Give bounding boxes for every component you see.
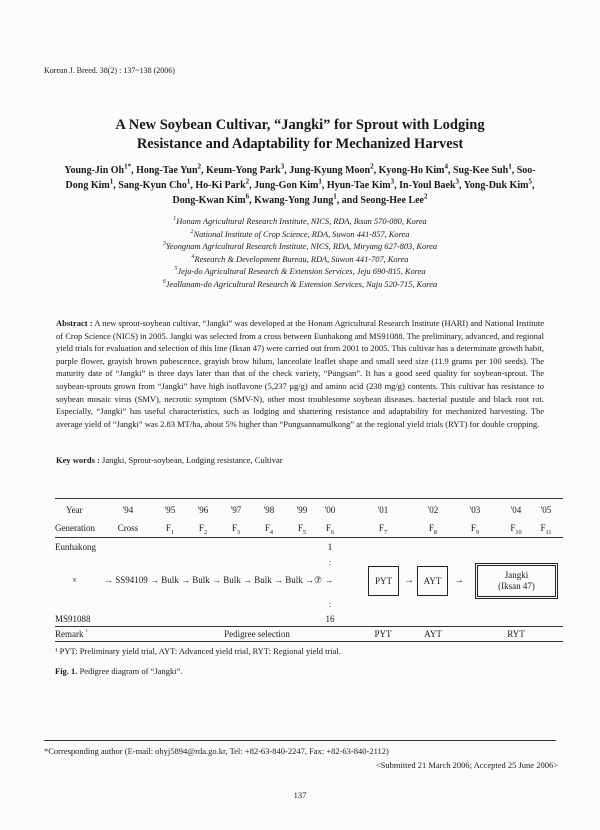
author-name: Yong-Duk Kim$^5$: [463, 177, 532, 191]
submission-dates: <Submitted 21 March 2006; Accepted 25 June 2006>: [375, 760, 558, 770]
table-bottom-rule: [55, 641, 563, 642]
author-name: Hong-Tae Yun$^2$: [136, 162, 202, 176]
dots-top: :: [328, 558, 332, 567]
caption-label: Fig. 1.: [55, 666, 78, 676]
count-top: 1: [327, 542, 333, 552]
final-cultivar-box: [475, 563, 558, 599]
generation-cell: $F_8$: [428, 523, 438, 536]
keywords: [56, 455, 283, 465]
author-name: Kyong-Ho Kim$^4$: [378, 162, 448, 176]
remark-label: Remark $^{^1}$: [55, 628, 88, 639]
generation-cell: $F_2$: [198, 523, 208, 536]
author-name: Sang-Kyun Cho$^1$: [118, 177, 191, 191]
author-name: Kwang-Yong Jung$^1$: [254, 192, 337, 206]
keywords-label: Key words :: [56, 455, 100, 465]
footnote-rule: [44, 740, 556, 741]
abstract-text: A new sprout-soybean cultivar, “Jangki” was developed at the Honam Agricultural Research Institute (HARI) and National Institute of Crop Science (NICS) in 2005. Jangki was selected from a cross between Eunhakong and MS91088. The preliminary, advanced, and regional yield trials for evaluation and selection of this line (Iksan 47) were carried out from 2001 to 2005. This cultivar has a determinate growth habit, purple flower, grayish brown pubescence, grayish brow hilum, lanceolate leaflet shape and small seed size (11.9 grams per 100 seeds). The maturity date of “Jangki” is three days later than that of the check variety, “Pungsan”. It has a good seed quality for soybean-sprout. The soybean-sprouts grown from “Jangki” have high isoflavone (5,237 μg/g) and amino acid (238 mg/g) contents. This cultivar has resistance to soybean mosaic virus (SMV), necrotic symptom (SMV-N), other most troublesome soybean diseases. bacterial pustule and black root rot. Especially, “Jangki” has useful characteristics, such as lodging and shattering resistance and adaptability for mechanized harvesting. The average yield of “Jangki” was 2.83 MT/ha, about 5% higher than “Pungsannamulkong” at the regional yield trials (RYT) for double cropping.: [56, 318, 545, 429]
pyt-box: [368, 566, 399, 596]
remark-pedigree: Pedigree selection: [224, 629, 290, 639]
generation-cell: $F_7$: [378, 523, 388, 536]
remark-mark: ¹: [85, 628, 88, 635]
generation-cell: $F_6$: [325, 523, 335, 536]
table-top-rule: [55, 498, 563, 499]
arrow-pyt-ayt: →: [404, 575, 414, 586]
year-cell: '95: [164, 505, 176, 515]
chain-text: → SS94109 → Bulk → Bulk → Bulk → Bulk → Bulk →⑦ →: [104, 575, 334, 585]
count-bottom: 16: [325, 614, 335, 624]
paper-title: [40, 116, 560, 154]
keywords-text: Jangki, Sprout-soybean, Lodging resistance, Cultivar: [102, 455, 283, 465]
cross-symbol: ×: [72, 575, 78, 585]
generation-cell: $F_4$: [264, 523, 274, 536]
generation-cell: $F_1$: [165, 523, 175, 536]
author-name: Dong-Kwan Kim$^6$: [172, 192, 250, 206]
figure-footnote: ¹ PYT: Preliminary yield trial, AYT: Advanced yield trial, RYT: Regional yield trial.: [55, 646, 341, 656]
corresponding-author: *Corresponding author (E-mail: ohyj5894@rda.go.kr, Tel: +82-63-840-2247, Fax: +82-63-840-2112): [44, 746, 389, 756]
affiliation: $^1$Honam Agricultural Research Institute, NICS, RDA, Iksan 570-080, Korea: [173, 216, 427, 226]
pyt-box-label: PYT: [374, 576, 392, 586]
author-name: Ho-Ki Park$^2$: [195, 177, 250, 191]
ayt-box: [417, 566, 448, 596]
parent-1: Eunhakong: [55, 542, 96, 552]
ayt-box-label: AYT: [423, 576, 442, 586]
year-cell: '02: [427, 505, 439, 515]
journal-citation: Korean J. Breed. 38(2) : 137~138 (2006): [44, 66, 175, 75]
author-name: Young-Jin $Oh^{1*}$: [64, 162, 132, 176]
final-cultivar-name: Jangki: [504, 570, 529, 580]
abstract-label: Abstract :: [56, 318, 93, 328]
author-name: In-Youl Baek$^3$: [399, 177, 460, 191]
final-cultivar-line: (Iksan 47): [498, 581, 535, 591]
year-label: Year: [66, 505, 83, 515]
year-cell: '00: [324, 505, 336, 515]
title-line-1: A New Soybean Cultivar, “Jangki” for Sprout with Lodging: [115, 117, 485, 133]
remark-ayt: AYT: [424, 629, 442, 639]
affiliation: $^3$Yeongnam Agricultural Research Institute, NICS, RDA, Miryang 627-803, Korea: [162, 241, 438, 252]
parent-2: MS91088: [55, 614, 91, 624]
author-list: Young-Jin $Oh^{1*}$, Hong-Tae Yun$^2$, Keum-Yong Park$^3$, Jung-Kyung Moon$^2$, Kyong-Ho Kim$^4$, Sug-Kee Suh$^1$, Soo-Dong Kim$^1$, Sang-Kyun Cho$^1$, Ho-Ki Park$^2$, Jung-Gon Kim$^1$, Hyun-Tae Kim$^3$, In-Youl Baek$^3$, Yong-Duk Kim$^5$, Dong-Kwan Kim$^6$, Kwang-Yong Jung$^1$, and Seong-Hee Lee$^2$: [64, 162, 536, 206]
author-name: Hyun-Tae Kim$^3$: [326, 177, 395, 191]
remark-ryt: RYT: [507, 629, 525, 639]
year-cell: '96: [197, 505, 209, 515]
year-cell: '98: [263, 505, 275, 515]
year-cell: '05: [540, 505, 552, 515]
page-number: 137: [293, 790, 307, 800]
year-cell: '99: [296, 505, 308, 515]
author-name: Jung-Kyung Moon$^2$: [289, 162, 374, 176]
title-line-2: Resistance and Adaptability for Mechanized Harvest: [136, 136, 464, 152]
remark-top-rule: [55, 626, 563, 627]
author-name: Soo-Dong Kim$^1$: [65, 165, 536, 191]
generation-cell: $F_9$: [470, 523, 480, 536]
generation-label: Generation: [55, 523, 95, 533]
year-cell: '03: [469, 505, 481, 515]
selection-chain: [104, 575, 333, 586]
year-cell: '01: [377, 505, 389, 515]
affiliation: $^4$Research & Development Bureau, RDA, Suwon 441-707, Korea: [191, 253, 409, 264]
year-cell: '94: [122, 505, 134, 515]
year-cell: '97: [230, 505, 242, 515]
abstract: [56, 317, 544, 430]
author-name: Jung-Gon Kim$^1$: [254, 177, 322, 191]
arrow-ayt-final: →: [454, 575, 464, 586]
header-bottom-rule: [55, 537, 563, 538]
caption-text: Pedigree diagram of “Jangki”.: [79, 666, 183, 676]
figure-caption: [55, 666, 182, 676]
remark-pyt: PYT: [374, 629, 392, 639]
author-name: Keum-Yong Park$^3$: [206, 162, 285, 176]
author-name: Sug-Kee Suh$^1$: [452, 162, 512, 176]
author-name: Seong-Hee Lee$^2$: [360, 192, 428, 206]
year-cell: '04: [510, 505, 522, 515]
generation-cell: $F_{11}$: [540, 523, 552, 536]
generation-cell: Cross: [117, 523, 139, 533]
generation-cell: $F_3$: [231, 523, 241, 536]
generation-cell: $F_5$: [297, 523, 307, 536]
affiliation: $^6$Jeollanam-do Agricultural Research & Extension Services, Naju 520-715, Korea: [162, 279, 438, 289]
affiliation: $^2$National Institute of Crop Science, RDA, Suwon 441-857, Korea: [190, 228, 410, 239]
affiliation-list: [50, 216, 550, 292]
affiliation: $^5$Jeju-do Agricultural Research & Extension Services, Jeju 690-815, Korea: [174, 266, 426, 277]
dots-bottom: :: [328, 600, 332, 609]
generation-cell: $F_{10}$: [510, 523, 522, 536]
